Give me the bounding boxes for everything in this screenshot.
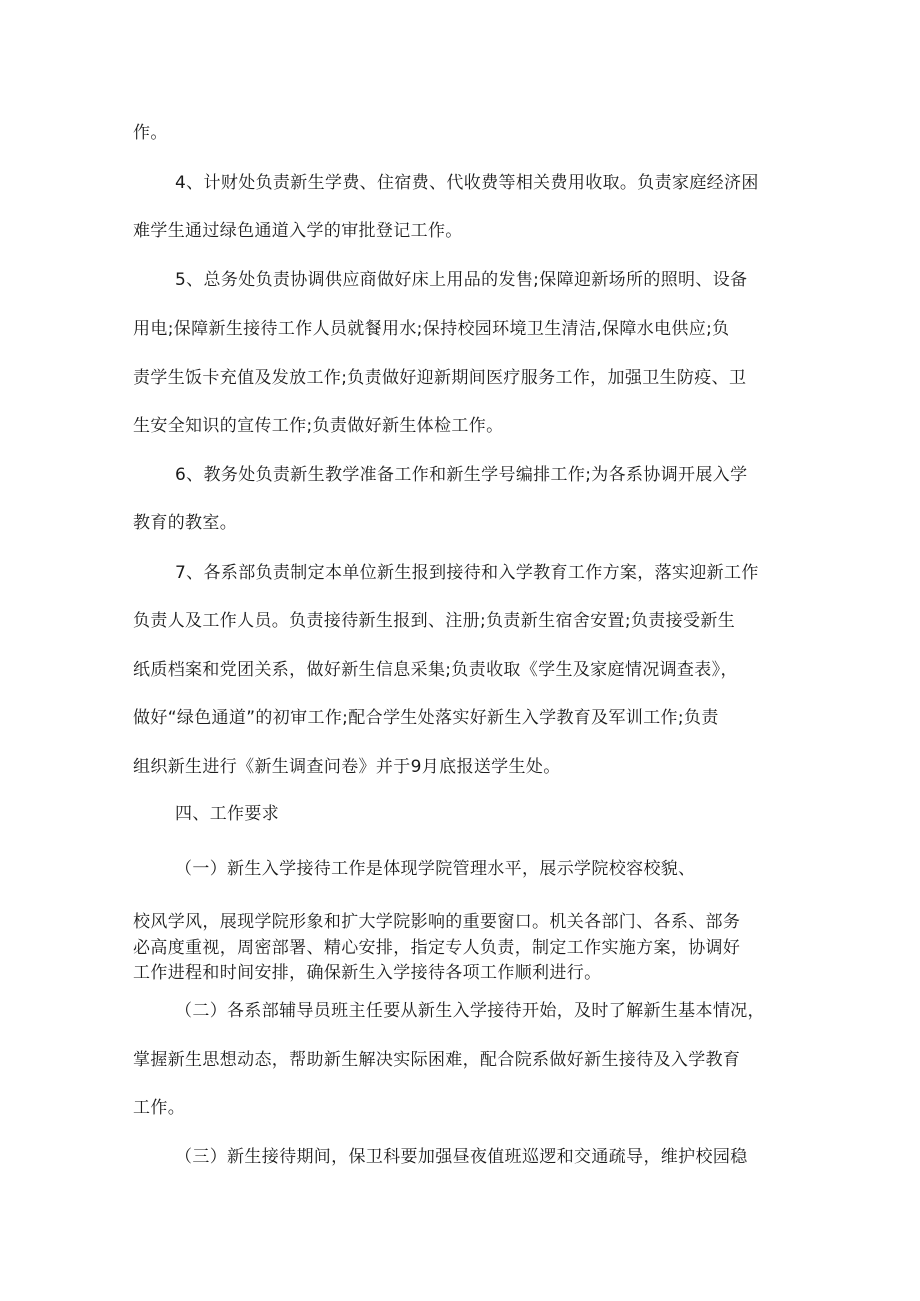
text-line: 校风学风，展现学院形象和扩大学院影响的重要窗口。机关各部门、各系、部务 <box>133 912 741 932</box>
text-line: 责学生饭卡充值及发放工作;负责做好迎新期间医疗服务工作，加强卫生防疫、卫 <box>133 368 747 388</box>
text-line: （二）各系部辅导员班主任要从新生入学接待开始，及时了解新生基本情况， <box>175 1001 765 1021</box>
text-line: 做好“绿色通道”的初审工作;配合学生处落实好新生入学教育及军训工作;负责 <box>133 708 719 728</box>
text-line: 7、各系部负责制定本单位新生报到接待和入学教育工作方案，落实迎新工作 <box>175 563 759 583</box>
text-line: 作。 <box>133 123 168 143</box>
text-line: 生安全知识的宣传工作;负责做好新生体检工作。 <box>133 416 504 436</box>
text-line: （三）新生接待期间，保卫科要加强昼夜值班巡逻和交通疏导，维护校园稳 <box>175 1147 748 1167</box>
section-heading: 四、工作要求 <box>175 804 280 824</box>
text-line: 难学生通过绿色通道入学的审批登记工作。 <box>133 221 463 241</box>
text-line: 掌握新生思想动态，帮助新生解决实际困难，配合院系做好新生接待及入学教育 <box>133 1050 741 1070</box>
text-line: （一）新生入学接待工作是体现学院管理水平，展示学院校容校貌、 <box>175 859 696 879</box>
text-line: 纸质档案和党团关系，做好新生信息采集;负责收取《学生及家庭情况调查表》， <box>133 660 738 680</box>
text-line: 工作进程和时间安排，确保新生入学接待各项工作顺利进行。 <box>133 963 602 983</box>
text-line: 5、总务处负责协调供应商做好床上用品的发售;保障迎新场所的照明、设备 <box>175 270 748 290</box>
text-line: 组织新生进行《新生调查问卷》并于9月底报送学生处。 <box>133 757 561 777</box>
text-line: 工作。 <box>133 1098 186 1118</box>
text-line: 负责人及工作人员。负责接待新生报到、注册;负责新生宿舍安置;负责接受新生 <box>133 611 736 631</box>
text-line: 必高度重视，周密部署、精心安排，指定专人负责，制定工作实施方案，协调好 <box>133 938 741 958</box>
text-line: 4、计财处负责新生学费、住宿费、代收费等相关费用收取。负责家庭经济困 <box>175 173 759 193</box>
text-line: 用电;保障新生接待工作人员就餐用水;保持校园环境卫生清洁,保障水电供应;负 <box>133 319 730 339</box>
text-line: 教育的教室。 <box>133 513 238 533</box>
text-line: 6、教务处负责新生教学准备工作和新生学号编排工作;为各系协调开展入学 <box>175 465 748 485</box>
